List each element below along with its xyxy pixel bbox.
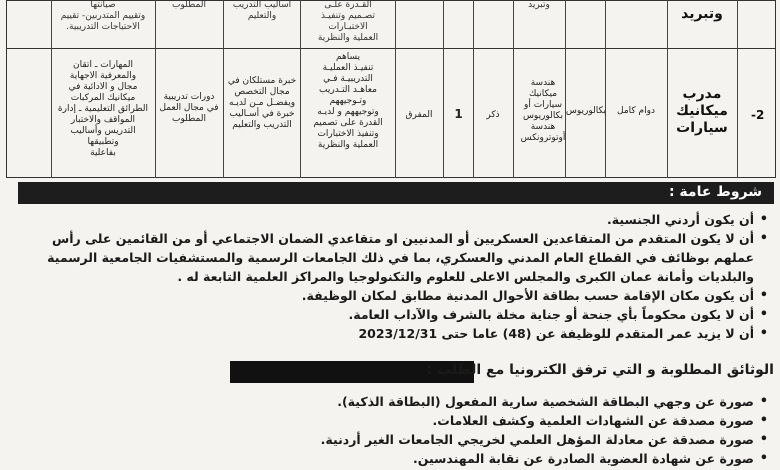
- top-row-courses: المطلوب: [172, 0, 206, 10]
- general-conditions-list: [8, 210, 768, 343]
- top-row-title: وتبريد: [681, 6, 723, 22]
- top-row-duties: القـدرة علـى تصـميم وتنفيـذ الاختبـارات العملية والنظرية: [317, 0, 379, 43]
- general-conditions-header: [18, 182, 774, 204]
- document-item: • صورة مصدقة عن الشهادات العلمية وكشف العلامات.: [8, 411, 768, 430]
- document-item: • صورة مصدقة عن معادلة المؤهل العلمي لخريجي الجامعات الغير أردنية.: [8, 430, 768, 449]
- condition-item: • أن لا يكون المتقدم من المتقاعدين العسكريين أو المدنيين او متقاعدي الضمان الاجتماعي أو من القائمين على رأس عملهم بوظائف في القطاع العام المدني والعسكري، بما في ذلك الجامعات الرسمية والمستشفيات الجامعية الرسمية والبلديات وأمانة عمان الكبرى والمجلس الاعلى للعلوم والتكنولوجيا والمراكز العلمية التابعة له .: [8, 229, 768, 286]
- condition-item: • أن لا يزيد عمر المتقدم للوظيفة عن (48) عاما حتى 2023/12/31: [8, 324, 768, 343]
- document-item: • صورة عن وجهي البطاقة الشخصية سارية المفعول (البطاقة الذكية).: [8, 392, 768, 411]
- required-abilities: المهارات ـ اتقان والمعرفية الاجهاية مجال و الادائية في ميكانيك المركبات الطرائق التعليمية ـ إدارة المواقف والاختبار التدريس وأساليب وتطبيقها بفاعلية: [57, 60, 149, 158]
- condition-item: • أن يكون أردني الجنسية.: [8, 210, 768, 229]
- documents-title-wrap: [254, 361, 774, 383]
- condition-item: • أن يكون مكان الإقامة حسب بطاقة الأحوال المدنية مطابق لمكان الوظيفة.: [8, 286, 768, 305]
- job-duties: يساهم تنفيـذ العمليـة التدريبيـة فـي معاهـد التـدريب وتـوجيههم وتوجيههم و لديـه القدرة على تصميم وتنفيذ الاختبارات العملية والنظرية: [313, 52, 383, 150]
- general-conditions-title: شروط عامة :: [668, 184, 762, 200]
- jobs-table: [6, 0, 776, 178]
- condition-item: • أن لا يكون محكوماً بأي جنحة أو جناية مخلة بالشرف والآداب العامة.: [8, 305, 768, 324]
- documents-title: الوثائق المطلوبة و التي ترفق الكترونيا مع الطلب :: [426, 362, 774, 378]
- top-row-experience: أساليب التدريب والتعليم: [232, 0, 292, 21]
- degree: بكالوريوس: [565, 106, 606, 116]
- governorate: المفرق: [405, 110, 433, 120]
- vacancy-count: 1: [454, 107, 463, 121]
- experience: خبرة مستلكان في مجال التخصص ويفضـل مـن لديـه خبرة في أسـاليب التدريب والتعليم: [227, 76, 297, 130]
- specialization: هندسة ميكانيك سيارات أو بكالوريوس هندسة أوتوترونكس: [520, 78, 566, 143]
- documents-list: [8, 392, 768, 468]
- work-type: دوام كامل: [617, 106, 655, 116]
- top-row-qualification: وتبريد: [528, 0, 550, 10]
- job-title: مدرب ميكانيك سيارات: [676, 86, 728, 136]
- top-row-abilities: صيانتها وتقييم المتدربين- تقييم الاحتياجات التدريبية.: [60, 0, 146, 32]
- gender: ذكر: [486, 110, 500, 120]
- training-courses: دورات تدريبية في مجال العمل المطلوب: [159, 92, 219, 124]
- row-index: -2: [751, 108, 765, 122]
- document-item: • صورة عن شهادة العضوية الصادرة عن نقابة المهندسين.: [8, 449, 768, 468]
